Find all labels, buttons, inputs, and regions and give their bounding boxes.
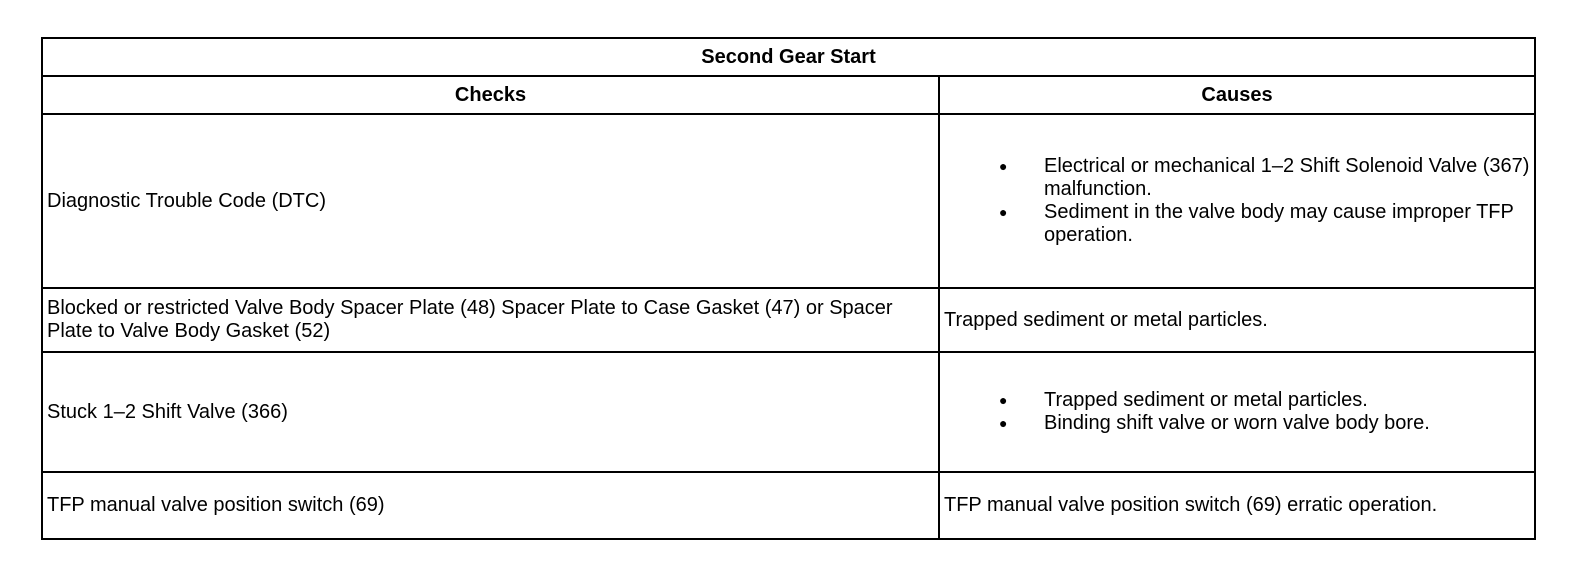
causes-cell: TFP manual valve position switch (69) erratic operation. xyxy=(939,472,1535,539)
cause-list-item: ● Electrical or mechanical 1–2 Shift Solenoid Valve (367) malfunction. xyxy=(944,155,1530,201)
causes-cell xyxy=(939,352,1535,472)
causes-cell: Trapped sediment or metal particles. xyxy=(939,288,1535,352)
table-title-row xyxy=(42,38,1535,76)
check-cell: Stuck 1–2 Shift Valve (366) xyxy=(42,352,939,472)
column-header-checks: Checks xyxy=(42,76,939,114)
causes-list xyxy=(944,389,1530,435)
check-cell: Diagnostic Trouble Code (DTC) xyxy=(42,114,939,288)
cause-list-item: ● Sediment in the valve body may cause improper TFP operation. xyxy=(944,201,1530,247)
check-cell: Blocked or restricted Valve Body Spacer Plate (48) Spacer Plate to Case Gasket (47) or Spacer Plate to Valve Body Gasket (52) xyxy=(42,288,939,352)
column-header-causes: Causes xyxy=(939,76,1535,114)
causes-cell xyxy=(939,114,1535,288)
cause-list-item: ● Binding shift valve or worn valve body bore. xyxy=(944,412,1530,435)
table-row xyxy=(42,352,1535,472)
table-row xyxy=(42,288,1535,352)
table-header-row xyxy=(42,76,1535,114)
table-row xyxy=(42,114,1535,288)
causes-list xyxy=(944,155,1530,247)
cause-list-item: ● Trapped sediment or metal particles. xyxy=(944,389,1530,412)
table-row xyxy=(42,472,1535,539)
second-gear-start-table xyxy=(41,37,1536,540)
table-title: Second Gear Start xyxy=(42,38,1535,76)
check-cell: TFP manual valve position switch (69) xyxy=(42,472,939,539)
